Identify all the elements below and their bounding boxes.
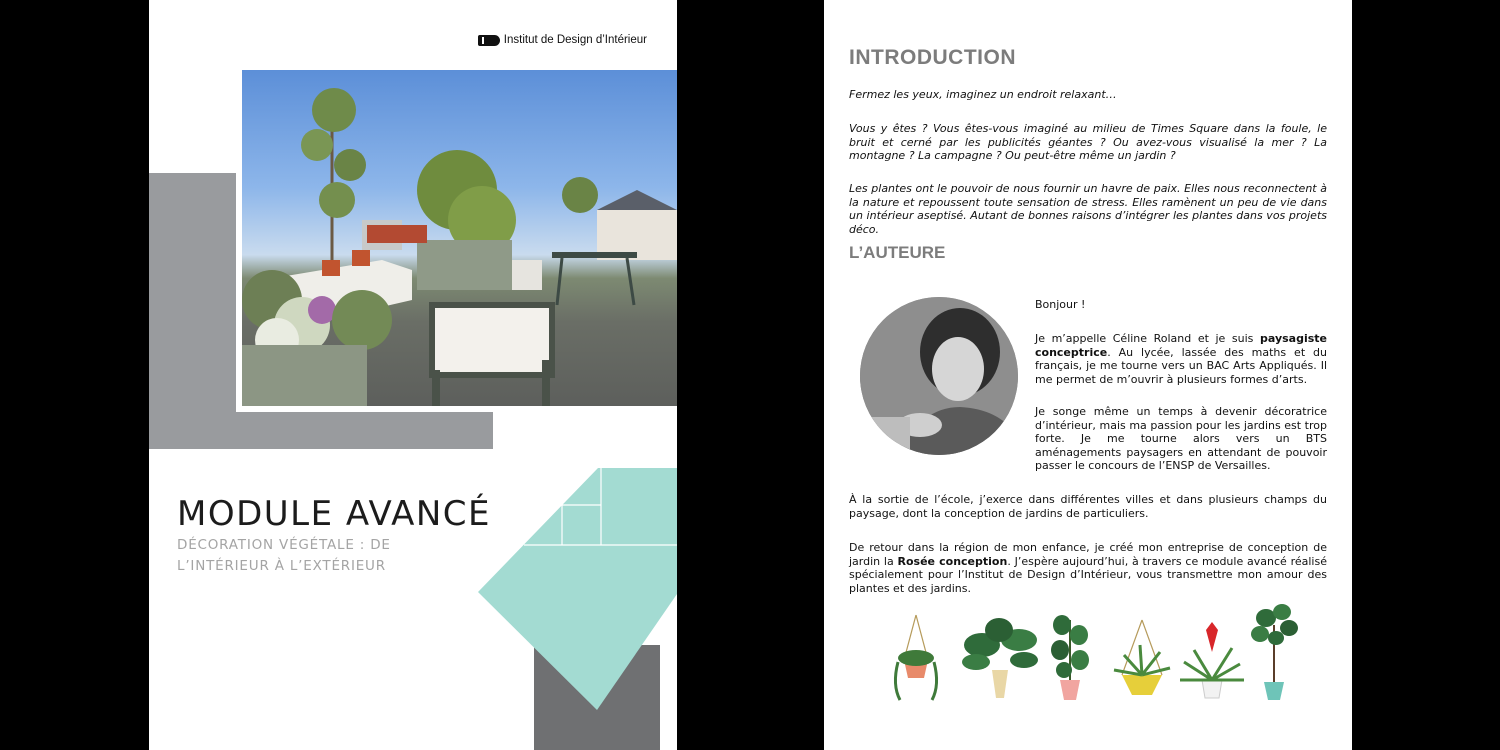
- bio-1-bold-job-title: paysagiste conceptrice: [1035, 332, 1327, 359]
- module-title: MODULE AVANCÉ: [177, 494, 491, 534]
- introduction-heading: INTRODUCTION: [849, 46, 1016, 69]
- bromeliad-plant-icon: [1180, 622, 1244, 698]
- plant-illustrations: [884, 600, 1304, 710]
- logo-text: Institut de Design d’Intérieur: [503, 34, 647, 46]
- greeting: Bonjour !: [1035, 298, 1086, 311]
- author-portrait: [860, 297, 1018, 455]
- bio-paragraph-1: [1035, 332, 1327, 386]
- intro-paragraph-1: Fermez les yeux, imaginez un endroit relaxant…: [849, 88, 1117, 101]
- module-subtitle: DÉCORATION VÉGÉTALE : DE L’INTÉRIEUR À L’EXTÉRIEUR: [177, 537, 391, 574]
- terrarium-plant-icon: [1114, 620, 1170, 695]
- bio-1-text-end: . Au lycée, lassée des maths et du français, je me tourne vers un BAC Arts Appliqués. Il me permet de m’ouvrir à plusieurs formes d’arts.: [1035, 345, 1327, 386]
- company-name-bold: Rosée conception: [897, 554, 1008, 568]
- company-text-start: De retour dans la région de mon enfance, je créé mon entreprise de conception de jardin la: [849, 541, 1327, 568]
- cover-page: [149, 0, 677, 750]
- author-heading: L’AUTEURE: [849, 243, 946, 262]
- potted-tree-icon: [1251, 604, 1298, 700]
- portrait-illustration: [860, 297, 1018, 455]
- intro-paragraph-3: Les plantes ont le pouvoir de nous fournir un havre de paix. Elles nous reconnectent à la nature et repoussent toute sensation de stress. Elles ramènent un peu de vie dans un intérieur aseptisé. Autant de bonnes raisons d’intégrer les plantes dans vos projets déco.: [849, 182, 1327, 236]
- career-paragraph: À la sortie de l’école, j’exerce dans différentes villes et dans plusieurs champs du paysage, dont la conception de jardins de particuliers.: [849, 493, 1327, 520]
- intro-paragraph-2: Vous y êtes ? Vous êtes-vous imaginé au milieu de Times Square dans la foule, le bruit et cerné par les publicités géantes ? Ou avez-vous visualisé la mer ? La montagne ? La campagne ? Ou peut-être même un jardin ?: [849, 122, 1327, 162]
- hanging-plant-icon: [895, 615, 936, 700]
- bio-1-text-start: Je m’appelle Céline Roland et je suis: [1035, 332, 1260, 345]
- bio-paragraph-2: Je songe même un temps à devenir décoratrice d’intérieur, mais ma passion pour les jardins est trop forte. Je me tourne alors vers un BTS aménagements paysagers en attendant de pouvoir passer le concours de l’ENSP de Versailles.: [1035, 405, 1327, 472]
- fiddle-leaf-plant-icon: [1051, 615, 1089, 700]
- introduction-page: [824, 0, 1352, 750]
- company-text-end: . J’espère aujourd’hui, à travers ce module avancé réalisé spécialement pour l’Institut de Design d’Intérieur, vous transmettre mon amour des plantes et des jardins.: [849, 554, 1327, 595]
- company-paragraph: [849, 541, 1327, 595]
- monstera-plant-icon: [962, 618, 1038, 698]
- geometric-decoration: [149, 0, 677, 750]
